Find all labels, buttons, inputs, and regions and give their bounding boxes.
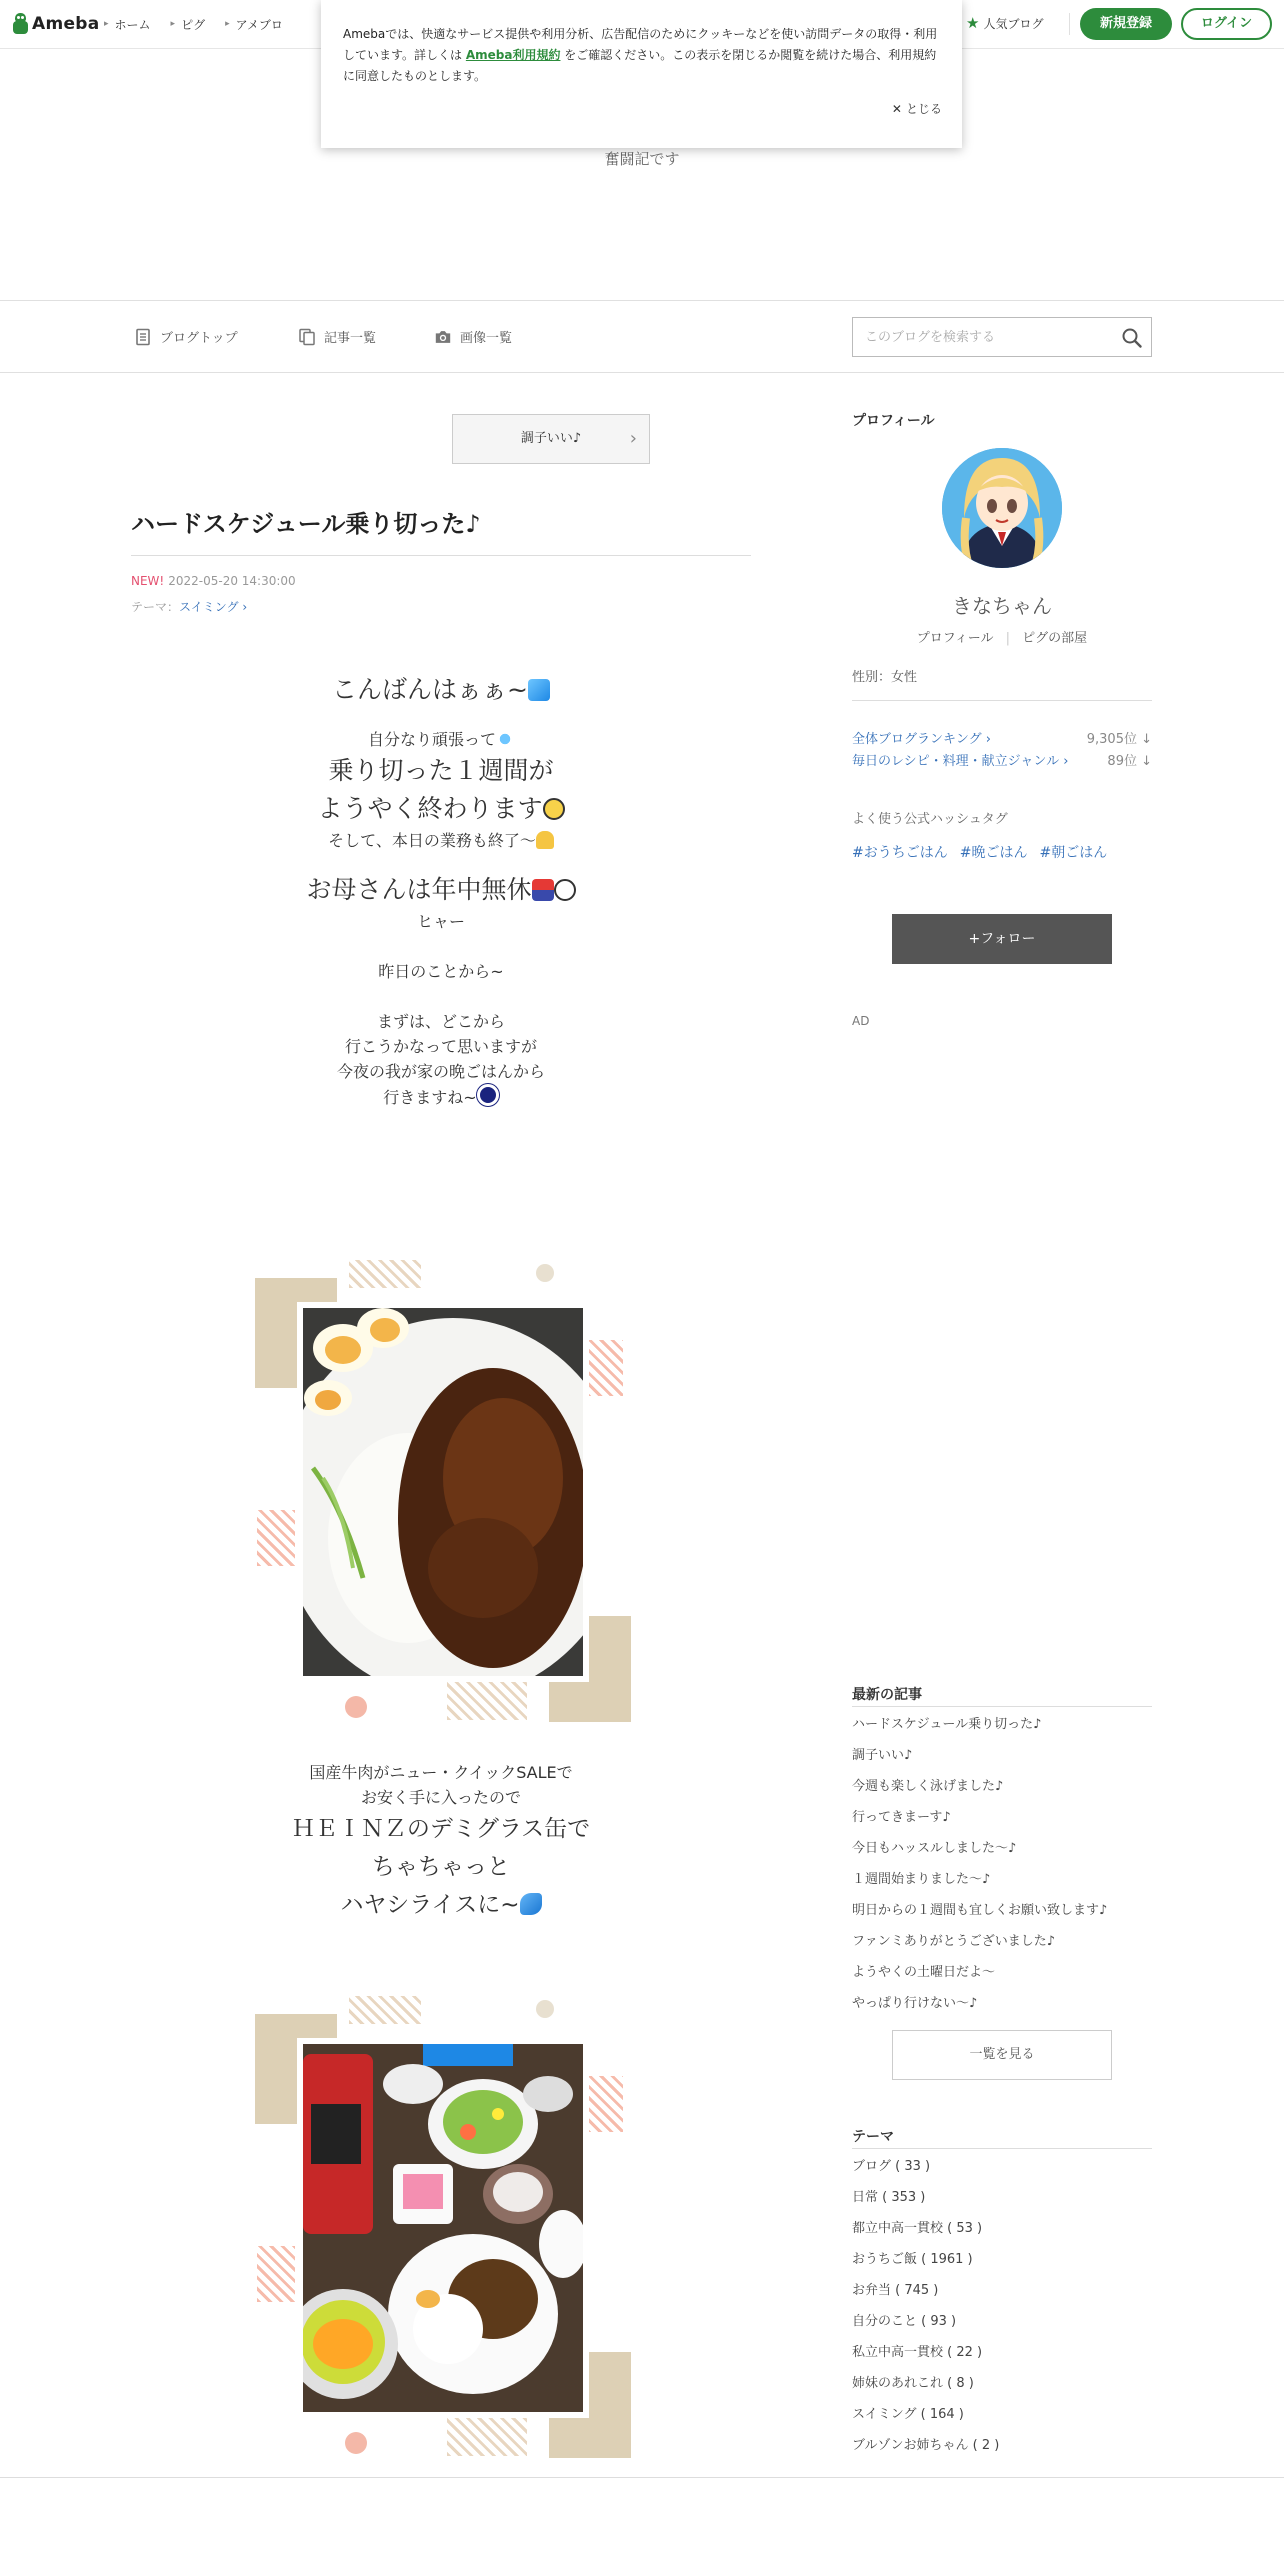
- nav-home-label: ホーム: [114, 17, 151, 32]
- search-icon[interactable]: [1121, 327, 1143, 349]
- frame-decoration: [447, 2416, 527, 2456]
- recent-article-link[interactable]: 今週も楽しく泳げました♪: [852, 1779, 1004, 1794]
- body-line-text: ようやく終わります: [317, 794, 543, 823]
- sweat-drops-emoji-icon: [496, 730, 514, 748]
- ranking-overall-link[interactable]: 全体ブログランキング: [852, 732, 982, 747]
- nav-blog-top[interactable]: [134, 301, 238, 372]
- popular-blog-link[interactable]: [966, 14, 1043, 32]
- body-line-text: 行きますね~: [383, 1088, 477, 1107]
- ranking-value-text: 9,305位: [1086, 732, 1137, 747]
- article-meta: [131, 574, 296, 588]
- nav-home[interactable]: [104, 16, 151, 33]
- theme-link[interactable]: 日常 ( 353 ): [852, 2190, 926, 2205]
- link-divider: |: [1005, 631, 1011, 646]
- theme-link[interactable]: おうちご飯 ( 1961 ): [852, 2252, 973, 2267]
- ranking-row: [852, 728, 1152, 747]
- recent-article-link[interactable]: 行ってきまーす♪: [852, 1810, 951, 1825]
- cookie-text-before: Amebaでは、快適なサービス提供や利用分析、広告配信のためにクッキーなどを使い訪問データの取得・利用しています。詳しくは: [343, 27, 938, 62]
- ok-hand-emoji-icon: [554, 879, 576, 901]
- ranking-genre-value: [1107, 750, 1152, 769]
- login-button[interactable]: ログイン: [1181, 8, 1272, 40]
- cookie-notice: [321, 0, 962, 148]
- divider: [852, 1706, 1152, 1707]
- popular-blog-label: 人気ブログ: [983, 16, 1044, 31]
- hashtag-link[interactable]: #晩ごはん: [959, 845, 1028, 861]
- body-line: 昨日のことから~: [378, 962, 504, 981]
- body-line: お安く手に入ったので: [360, 1788, 521, 1807]
- music-note-emoji-icon: [520, 1893, 542, 1915]
- body-line: 乗り切った１週間が: [328, 756, 554, 785]
- recent-article-link[interactable]: やっぱり行けない〜♪: [852, 1996, 978, 2011]
- article-photo-frame: [251, 1996, 631, 2456]
- nav-image-list[interactable]: [434, 301, 512, 372]
- cookie-text: [343, 24, 943, 87]
- theme-link[interactable]: 都立中高一貫校 ( 53 ): [852, 2221, 983, 2236]
- recent-article-link[interactable]: 調子いい♪: [852, 1748, 913, 1763]
- prev-article-button[interactable]: [452, 414, 650, 464]
- raised-hands-emoji-icon: [536, 831, 554, 849]
- cookie-close-button[interactable]: [892, 100, 942, 117]
- nav-ameblo-label: アメブロ: [235, 17, 283, 32]
- profile-gender: 性別：女性: [852, 670, 918, 685]
- penguin-emoji-icon: [477, 1084, 499, 1106]
- frame-decoration: [447, 1680, 527, 1720]
- divider: [852, 2148, 1152, 2149]
- body-line: まずは、どこから: [376, 1012, 505, 1031]
- chevron-right-icon: ›: [238, 600, 248, 614]
- dolphin-emoji-icon: [528, 679, 550, 701]
- chevron-right-icon: ▸: [104, 19, 109, 29]
- frame-decoration: [587, 2076, 623, 2132]
- divider: [852, 700, 1152, 701]
- hayashi-rice-image: [303, 1308, 583, 1676]
- recent-article-link[interactable]: ファンミありがとうございました♪: [852, 1934, 1056, 1949]
- body-line: [131, 671, 751, 709]
- copy-icon: [298, 328, 316, 346]
- theme-heading: テーマ: [852, 2129, 894, 2145]
- ranking-genre-link[interactable]: 毎日のレシピ・料理・献立ジャンル: [852, 754, 1060, 769]
- nav-pig-label: ピグ: [181, 17, 206, 32]
- body-line: 国産牛肉がニュー・クイックSALEで: [309, 1763, 573, 1782]
- body-line-text: 自分なり頑張って: [367, 730, 496, 749]
- body-line-text: ハヤシライスに~: [340, 1892, 520, 1918]
- article-title[interactable]: ハードスケジュール乗り切った♪: [131, 504, 751, 556]
- theme-link[interactable]: ブログ ( 33 ): [852, 2159, 931, 2174]
- blog-search-input[interactable]: [853, 318, 1113, 356]
- nav-ameblo[interactable]: [225, 16, 283, 33]
- theme-link[interactable]: 姉妹のあれこれ ( 8 ): [852, 2376, 974, 2391]
- frame-decoration: [257, 1510, 295, 1566]
- global-nav: [104, 0, 283, 48]
- avatar-image: [942, 448, 1062, 568]
- nav-image-list-label: 画像一覧: [460, 331, 513, 346]
- plus-icon: +: [968, 931, 981, 947]
- theme-link[interactable]: スイミング ( 164 ): [852, 2407, 964, 2422]
- theme-link[interactable]: お弁当 ( 745 ): [852, 2283, 939, 2298]
- recent-article-link[interactable]: ようやくの土曜日だよ〜: [852, 1965, 996, 1980]
- body-line: [131, 871, 751, 909]
- body-line: 行こうかなって思いますが: [344, 1037, 537, 1056]
- ranking-overall-value: [1087, 728, 1152, 747]
- body-line: [131, 1886, 751, 1924]
- blog-nav: [0, 300, 1284, 373]
- pig-room-link[interactable]: ピグの部屋: [1022, 631, 1088, 646]
- hashtag-list: [852, 842, 1107, 862]
- hashtag-heading: よく使う公式ハッシュタグ: [852, 812, 1008, 827]
- body-line: ＨＥＩＮＺのデミグラス缶で: [291, 1816, 591, 1842]
- body-line: [131, 1084, 751, 1110]
- frame-decoration: [345, 1696, 367, 1718]
- frame-decoration: [345, 2432, 367, 2454]
- recent-article-link[interactable]: ハードスケジュール乗り切った♪: [852, 1717, 1042, 1732]
- calendar-emoji-icon: [532, 879, 554, 901]
- chevron-right-icon: ›: [1059, 754, 1069, 769]
- body-line: [131, 727, 751, 752]
- blog-description-line: 奮闘記です: [604, 150, 680, 168]
- profile-link[interactable]: プロフィール: [916, 631, 994, 646]
- prev-article-label: 調子いい♪: [520, 431, 582, 446]
- close-icon: ✕: [891, 101, 902, 116]
- recent-article-link[interactable]: 今日もハッスルしました〜♪: [852, 1841, 1017, 1856]
- logo-text: Ameba: [32, 14, 100, 34]
- body-line-text: お母さんは年中無休: [306, 875, 532, 904]
- ranking-row: [852, 750, 1152, 769]
- chevron-right-icon: ▸: [170, 19, 176, 29]
- frame-decoration: [536, 2000, 554, 2018]
- recent-article-link[interactable]: １週間始まりました〜♪: [852, 1872, 991, 1887]
- body-line: ちゃちゃっと: [372, 1854, 510, 1880]
- body-line-text: そして、本日の業務も終了〜: [328, 831, 536, 850]
- camera-icon: [434, 328, 452, 346]
- dinner-table-photo[interactable]: [297, 2038, 589, 2418]
- arrow-down-icon: ↓: [1136, 732, 1152, 747]
- theme-link[interactable]: スイミング: [179, 600, 239, 614]
- frame-decoration: [536, 1264, 554, 1282]
- recent-article-link[interactable]: 明日からの１週間も宜しくお願い致します♪: [852, 1903, 1108, 1918]
- hashtag-link[interactable]: #おうちごはん: [852, 845, 948, 861]
- blog-search: [852, 317, 1152, 357]
- frame-decoration: [349, 1260, 421, 1288]
- cookie-close-label: とじる: [905, 102, 942, 116]
- theme-link[interactable]: ブルゾンお姉ちゃん ( 2 ): [852, 2438, 1000, 2453]
- hayashi-rice-photo[interactable]: [297, 1302, 589, 1682]
- chevron-right-icon: ›: [629, 428, 637, 449]
- arrow-down-icon: ↓: [1136, 754, 1152, 769]
- ameba-logo-icon: [12, 13, 29, 36]
- nav-article-list[interactable]: [298, 301, 376, 372]
- chevron-right-icon: ▸: [225, 19, 230, 29]
- profile-heading: プロフィール: [852, 413, 935, 429]
- ranking-value-text: 89位: [1107, 754, 1137, 769]
- ad-label: AD: [852, 1014, 870, 1028]
- profile-name[interactable]: きなちゃん: [952, 594, 1052, 618]
- body-line: [131, 828, 751, 853]
- frame-decoration: [587, 1340, 623, 1396]
- body-line-text: こんばんはぁぁ~: [332, 675, 528, 704]
- body-line: ヒャー: [416, 912, 465, 931]
- theme-link[interactable]: 私立中高一貫校 ( 22 ): [852, 2345, 983, 2360]
- header-divider: [1069, 13, 1070, 35]
- relieved-face-emoji-icon: [543, 798, 565, 820]
- theme-prefix: テーマ：: [131, 600, 180, 614]
- document-icon: [134, 328, 152, 346]
- nav-article-list-label: 記事一覧: [324, 331, 377, 346]
- recent-heading: 最新の記事: [852, 1687, 922, 1703]
- footer-divider: [0, 2477, 1284, 2478]
- follow-label: フォロー: [980, 931, 1036, 947]
- nav-pig[interactable]: [171, 16, 206, 33]
- terms-link[interactable]: Ameba利用規約: [465, 48, 561, 62]
- profile-links: [852, 627, 1152, 646]
- article-theme: [131, 598, 247, 615]
- follow-button[interactable]: [892, 914, 1112, 964]
- nav-blog-top-label: ブログトップ: [160, 331, 238, 346]
- frame-decoration: [349, 1996, 421, 2024]
- chevron-right-icon: ›: [981, 732, 991, 747]
- ameba-logo[interactable]: [12, 12, 100, 36]
- view-all-button[interactable]: 一覧を見る: [892, 2030, 1112, 2080]
- theme-link[interactable]: 自分のこと ( 93 ): [852, 2314, 957, 2329]
- article-photo-frame: [251, 1260, 631, 1720]
- body-line: 今夜の我が家の晩ごはんから: [336, 1062, 545, 1081]
- theme-list: [852, 2151, 1152, 2461]
- frame-decoration: [257, 2246, 295, 2302]
- article-datetime: 2022-05-20 14:30:00: [168, 574, 296, 588]
- new-badge: NEW!: [131, 574, 165, 588]
- star-icon: ★: [966, 14, 980, 32]
- signup-button[interactable]: 新規登録: [1080, 8, 1172, 40]
- dinner-table-image: [303, 2044, 583, 2412]
- article-body-intro: [131, 671, 751, 1110]
- hashtag-link[interactable]: #朝ごはん: [1039, 845, 1108, 861]
- article-body-middle: [131, 1760, 751, 1924]
- recent-articles-list: [852, 1709, 1152, 2019]
- cookie-text-after: をご確認ください。この表示を閉じるか閲覧を続けた場合、利用規約に同意したものとします。: [343, 48, 937, 83]
- body-line: [131, 790, 751, 828]
- profile-avatar[interactable]: [942, 448, 1062, 568]
